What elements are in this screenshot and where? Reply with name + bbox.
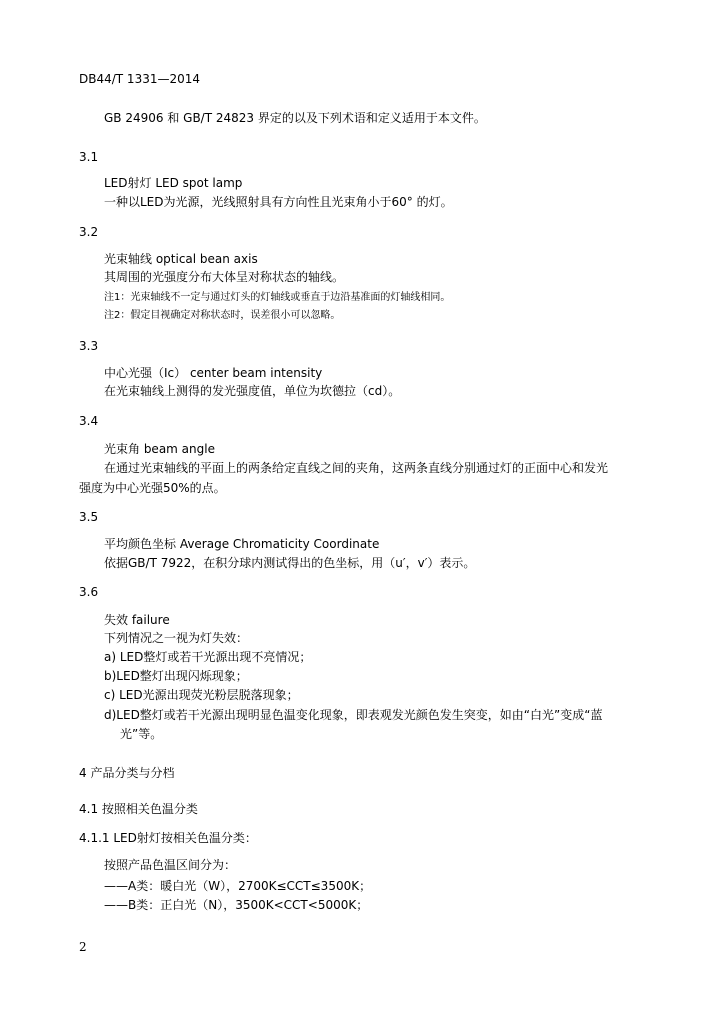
- clause-number-3-4: 3.4: [79, 414, 99, 428]
- definition-3-1: 一种以LED为光源，光线照射具有方向性且光束角小于60° 的灯。: [104, 195, 453, 209]
- definition-3-4-line2: 强度为中心光强50%的点。: [79, 481, 226, 495]
- term-3-4: 光束角 beam angle: [104, 442, 215, 456]
- definition-3-3: 在光束轴线上测得的发光强度值，单位为坎德拉（cd）。: [104, 384, 401, 398]
- clause-number-3-5: 3.5: [79, 510, 99, 524]
- note-3-2-1: 注1：光束轴线不一定与通过灯头的灯轴线或垂直于边沿基准面的灯轴线相同。: [104, 292, 451, 303]
- clause-number-3-6: 3.6: [79, 585, 99, 599]
- term-3-3: 中心光强（Ic） center beam intensity: [104, 366, 323, 380]
- section-4-1-1-intro: 按照产品色温区间分为：: [104, 858, 237, 872]
- term-3-6: 失效 failure: [104, 613, 170, 627]
- definition-3-4-line1: 在通过光束轴线的平面上的两条给定直线之间的夹角，这两条直线分别通过灯的正面中心和发光: [104, 461, 609, 475]
- document-code: DB44/T 1331—2014: [79, 72, 201, 86]
- failure-item-d-continuation: 光”等。: [120, 727, 163, 741]
- note-3-2-2: 注2：假定目视确定对称状态时，误差很小可以忽略。: [104, 310, 341, 321]
- term-3-2: 光束轴线 optical bean axis: [104, 252, 258, 266]
- definition-3-5: 依据GB/T 7922，在积分球内测试得出的色坐标，用（u′，v′）表示。: [104, 556, 476, 570]
- term-3-5: 平均颜色坐标 Average Chromaticity Coordinate: [104, 537, 380, 551]
- clause-number-3-2: 3.2: [79, 225, 99, 239]
- failure-item-b: b)LED整灯出现闪烁现象；: [104, 669, 248, 683]
- class-a-item: ——A类：暖白光（W），2700K≤CCT≤3500K；: [104, 879, 372, 893]
- failure-item-d: d)LED整灯或若干光源出现明显色温变化现象，即表观发光颜色发生突变，如由“白光”变成“蓝: [104, 708, 603, 722]
- section-4-1-1-heading: 4.1.1 LED射灯按相关色温分类：: [79, 831, 257, 845]
- failure-item-c: c) LED光源出现荧光粉层脱落现象；: [104, 688, 299, 702]
- page-number: 2: [79, 940, 87, 954]
- definition-3-6: 下列情况之一视为灯失效：: [104, 631, 249, 645]
- definition-3-2: 其周围的光强度分布大体呈对称状态的轴线。: [104, 270, 345, 284]
- term-3-1: LED射灯 LED spot lamp: [104, 176, 243, 190]
- class-b-item: ——B类：正白光（N），3500K<CCT<5000K；: [104, 898, 369, 912]
- clause-number-3-3: 3.3: [79, 339, 99, 353]
- clause-number-3-1: 3.1: [79, 150, 99, 164]
- intro-text: GB 24906 和 GB/T 24823 界定的以及下列术语和定义适用于本文件。: [104, 111, 486, 125]
- failure-item-a: a) LED整灯或若干光源出现不亮情况；: [104, 650, 312, 664]
- section-4-heading: 4 产品分类与分档: [79, 766, 175, 780]
- section-4-1-heading: 4.1 按照相关色温分类: [79, 802, 198, 816]
